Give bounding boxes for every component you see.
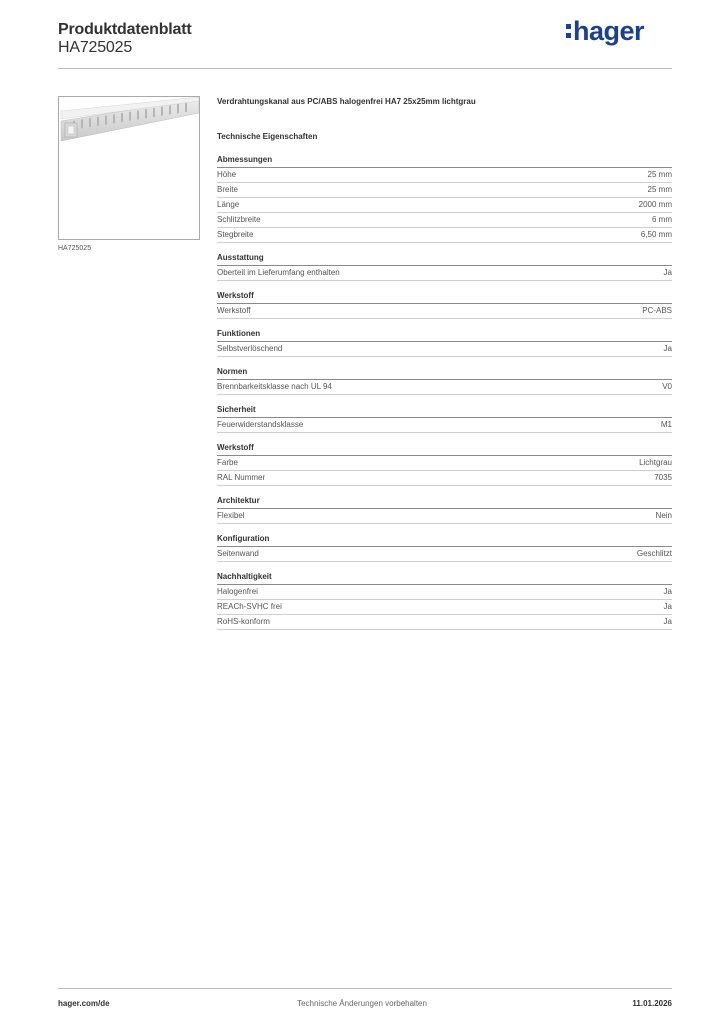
spec-sections xyxy=(217,153,672,630)
spec-value: M1 xyxy=(660,420,672,429)
section-ausstattung xyxy=(217,251,672,281)
section-title: Ausstattung xyxy=(217,251,672,266)
spec-value: Ja xyxy=(663,268,672,277)
spec-label: Breite xyxy=(217,185,238,194)
spec-label: Flexibel xyxy=(217,511,245,520)
spec-value: 7035 xyxy=(654,473,672,482)
cable-duct-icon xyxy=(59,97,199,239)
footer-divider xyxy=(58,988,672,989)
spec-value: 25 mm xyxy=(647,185,672,194)
spec-row xyxy=(217,304,672,319)
spec-row xyxy=(217,380,672,395)
spec-row xyxy=(217,547,672,562)
section-funktionen xyxy=(217,327,672,357)
spec-label: Farbe xyxy=(217,458,238,467)
section-title: Werkstoff xyxy=(217,441,672,456)
spec-row xyxy=(217,228,672,243)
section-sicherheit xyxy=(217,403,672,433)
section-title: Sicherheit xyxy=(217,403,672,418)
spec-row xyxy=(217,471,672,486)
logo-text: hager xyxy=(573,15,645,46)
spec-value: Ja xyxy=(663,602,672,611)
spec-value: Ja xyxy=(663,617,672,626)
spec-label: Werkstoff xyxy=(217,306,251,315)
spec-label: Stegbreite xyxy=(217,230,254,239)
spec-row xyxy=(217,509,672,524)
section-werkstoff xyxy=(217,289,672,319)
footer-disclaimer: Technische Änderungen vorbehalten xyxy=(297,999,427,1008)
spec-label: Selbstverlöschend xyxy=(217,344,283,353)
section-konfiguration xyxy=(217,532,672,562)
spec-label: REACh-SVHC frei xyxy=(217,602,282,611)
spec-label: Seitenwand xyxy=(217,549,259,558)
spec-row xyxy=(217,198,672,213)
spec-row xyxy=(217,456,672,471)
spec-row xyxy=(217,213,672,228)
section-title: Werkstoff xyxy=(217,289,672,304)
spec-value: Nein xyxy=(655,511,672,520)
spec-label: RAL Nummer xyxy=(217,473,266,482)
product-image xyxy=(58,96,200,240)
spec-value: V0 xyxy=(662,382,672,391)
spec-value: 2000 mm xyxy=(638,200,672,209)
section-nachhaltigkeit xyxy=(217,570,672,630)
spec-label: Schlitzbreite xyxy=(217,215,261,224)
section-werkstoff-farbe xyxy=(217,441,672,486)
spec-label: Brennbarkeitsklasse nach UL 94 xyxy=(217,382,332,391)
header-divider xyxy=(58,68,672,69)
tech-properties-heading: Technische Eigenschaften xyxy=(217,132,318,141)
section-architektur xyxy=(217,494,672,524)
spec-value: Lichtgrau xyxy=(639,458,672,467)
spec-content xyxy=(217,96,672,638)
footer-date: 11.01.2026 xyxy=(632,999,672,1008)
spec-label: Höhe xyxy=(217,170,237,179)
section-normen xyxy=(217,365,672,395)
spec-row xyxy=(217,615,672,630)
section-title: Normen xyxy=(217,365,672,380)
page-title: Produktdatenblatt xyxy=(58,21,192,38)
spec-label: Oberteil im Lieferumfang enthalten xyxy=(217,268,340,277)
spec-row xyxy=(217,600,672,615)
spec-value: Ja xyxy=(663,587,672,596)
section-title: Funktionen xyxy=(217,327,672,342)
spec-row xyxy=(217,168,672,183)
section-title: Abmessungen xyxy=(217,153,672,168)
section-title: Nachhaltigkeit xyxy=(217,570,672,585)
spec-label: Länge xyxy=(217,200,240,209)
spec-value: Geschlitzt xyxy=(636,549,672,558)
image-caption: HA725025 xyxy=(58,245,92,252)
spec-value: 25 mm xyxy=(647,170,672,179)
spec-value: 6,50 mm xyxy=(640,230,672,239)
spec-value: Ja xyxy=(663,344,672,353)
article-number: HA725025 xyxy=(58,39,133,56)
spec-value: PC-ABS xyxy=(642,306,672,315)
section-abmessungen xyxy=(217,153,672,243)
section-title: Architektur xyxy=(217,494,672,509)
spec-label: RoHS-konform xyxy=(217,617,270,626)
spec-value: 6 mm xyxy=(652,215,672,224)
spec-row xyxy=(217,585,672,600)
spec-row xyxy=(217,266,672,281)
logo-colon-icon xyxy=(566,22,571,40)
spec-row xyxy=(217,342,672,357)
spec-label: Feuerwiderstandsklasse xyxy=(217,420,304,429)
hager-logo[interactable] xyxy=(566,13,644,49)
spec-row xyxy=(217,183,672,198)
spec-row xyxy=(217,418,672,433)
footer-website-link[interactable]: hager.com/de xyxy=(58,999,110,1008)
product-description: Verdrahtungskanal aus PC/ABS halogenfrei HA7 25x25mm lichtgrau xyxy=(217,97,476,106)
spec-label: Halogenfrei xyxy=(217,587,258,596)
section-title: Konfiguration xyxy=(217,532,672,547)
